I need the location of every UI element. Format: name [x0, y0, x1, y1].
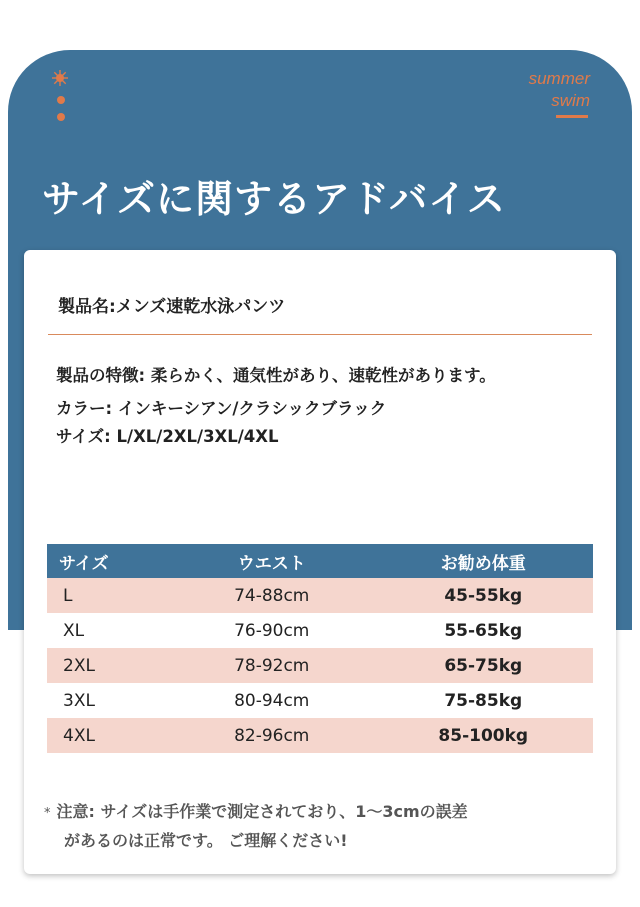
brand-line1: summer: [528, 69, 590, 88]
decor-dot: [57, 96, 65, 104]
header-waist: ウエスト: [170, 544, 374, 578]
waist-cell: 74-88cm: [170, 578, 374, 613]
sun-icon: [52, 70, 68, 86]
note-line1: [44, 798, 604, 827]
header-size: サイズ: [47, 544, 170, 578]
waist-cell: 80-94cm: [234, 690, 310, 711]
brand-underline: [556, 115, 588, 118]
table-row: [47, 683, 593, 718]
size-cell: 3XL: [63, 690, 95, 711]
product-name: 製品名:メンズ速乾水泳パンツ: [58, 297, 286, 317]
note: [44, 798, 604, 854]
brand-line2: swim: [551, 91, 590, 110]
size-cell: 4XL: [47, 718, 170, 753]
info-card: [24, 250, 616, 874]
size-cell: XL: [63, 620, 85, 641]
brand-logo: [529, 68, 590, 112]
size-cell: 2XL: [47, 648, 170, 683]
page-title: サイズに関するアドバイス: [42, 177, 506, 221]
product-features: 製品の特徴: 柔らかく、通気性があり、速乾性があります。: [56, 366, 496, 385]
waist-cell: 76-90cm: [234, 620, 310, 641]
weight-cell: 45-55kg: [374, 578, 593, 613]
waist-cell: 82-96cm: [170, 718, 374, 753]
table-row: [47, 578, 593, 613]
product-sizes: サイズ: L/XL/2XL/3XL/4XL: [56, 427, 279, 446]
divider: [48, 334, 592, 335]
table-row: [47, 718, 593, 753]
note-asterisk: *: [44, 806, 51, 821]
weight-cell: 75-85kg: [444, 690, 523, 711]
header-weight: お勧め体重: [374, 544, 593, 578]
note-text-1: 注意: サイズは手作業で測定されており、1～3cmの誤差: [56, 802, 468, 821]
product-colors: カラー: インキーシアン/クラシックブラック: [56, 399, 387, 418]
size-table: [47, 544, 593, 753]
weight-cell: 55-65kg: [444, 620, 523, 641]
note-text-2: があるのは正常です。 ご理解ください!: [64, 831, 348, 850]
waist-cell: 78-92cm: [170, 648, 374, 683]
table-row: [47, 613, 593, 648]
decor-dot: [57, 113, 65, 121]
table-row: [47, 648, 593, 683]
table-header-row: [47, 544, 593, 578]
weight-cell: 65-75kg: [374, 648, 593, 683]
weight-cell: 85-100kg: [374, 718, 593, 753]
size-cell: L: [47, 578, 170, 613]
